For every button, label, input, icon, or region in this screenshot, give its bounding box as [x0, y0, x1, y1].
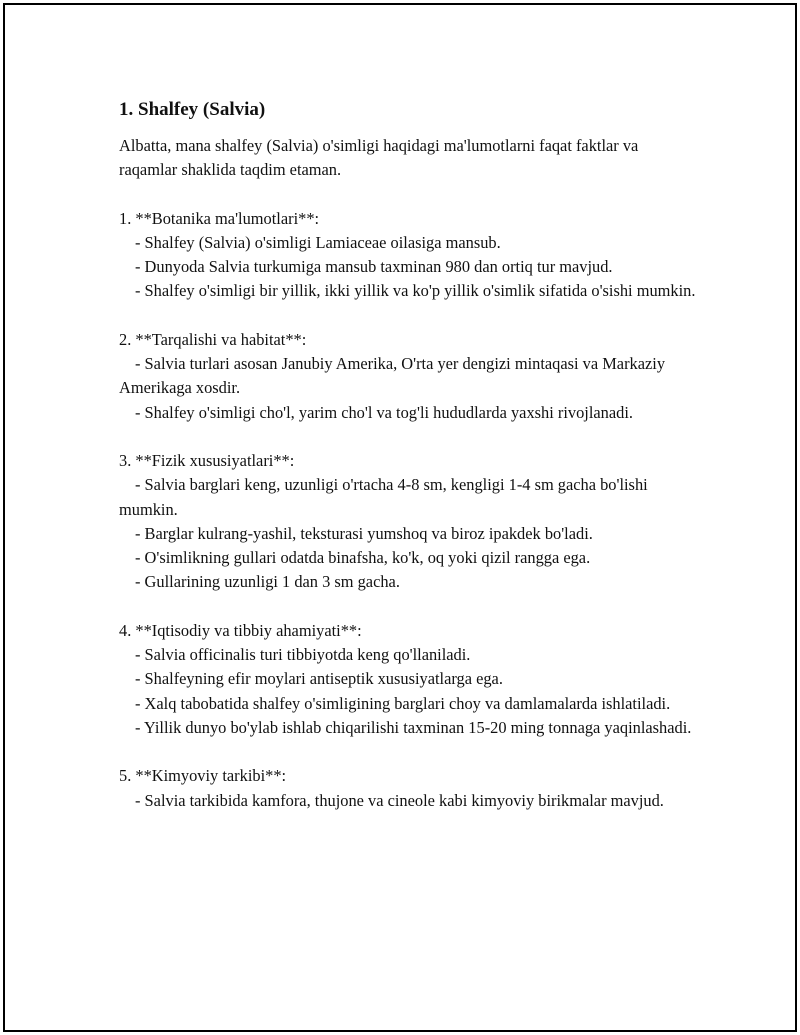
list-item: - Shalfey o'simligi cho'l, yarim cho'l va tog'li hududlarda yaxshi rivojlanadi. [135, 402, 633, 422]
document-page [3, 3, 797, 1032]
list-item: - Barglar kulrang-yashil, teksturasi yumshoq va biroz ipakdek bo'ladi. [135, 523, 593, 543]
list-item: - Salvia barglari keng, uzunligi o'rtacha 4-8 sm, kengligi 1-4 sm gacha bo'lishi mumkin. [119, 475, 648, 519]
section-kimyoviy [119, 764, 699, 813]
list-item: - Salvia officinalis turi tibbiyotda keng qo'llaniladi. [135, 645, 471, 665]
document-title: 1. Shalfey (Salvia) [119, 99, 266, 120]
list-item: - Shalfeyning efir moylari antiseptik xususiyatlarga ega. [135, 669, 503, 689]
list-item: - Dunyoda Salvia turkumiga mansub taxminan 980 dan ortiq tur mavjud. [135, 257, 613, 277]
section-heading: 5. **Kimyoviy tarkibi**: [119, 766, 287, 786]
section-heading: 4. **Iqtisodiy va tibbiy ahamiyati**: [119, 620, 362, 640]
section-heading: 1. **Botanika ma'lumotlari**: [119, 208, 320, 228]
section-heading: 2. **Tarqalishi va habitat**: [119, 329, 307, 349]
list-item: - Salvia tarkibida kamfora, thujone va cineole kabi kimyoviy birikmalar mavjud. [135, 790, 664, 810]
list-item: - Yillik dunyo bo'ylab ishlab chiqarilishi taxminan 15-20 ming tonnaga yaqinlashadi. [135, 717, 692, 737]
list-item: - Xalq tabobatida shalfey o'simligining barglari choy va damlamalarda ishlatiladi. [135, 693, 671, 713]
section-fizik [119, 449, 699, 595]
list-item: - Salvia turlari asosan Janubiy Amerika, O'rta yer dengizi mintaqasi va Markaziy Amerikaga xosdir. [119, 354, 666, 398]
section-botanika [119, 207, 699, 304]
list-item: - Shalfey (Salvia) o'simligi Lamiaceae oilasiga mansub. [135, 232, 501, 252]
section-tarqalishi [119, 328, 699, 425]
intro-paragraph: Albatta, mana shalfey (Salvia) o'simligi haqidagi ma'lumotlarni faqat faktlar va raqamlar shaklida taqdim etaman. [119, 136, 639, 180]
list-item: - Gullarining uzunligi 1 dan 3 sm gacha. [135, 572, 400, 592]
section-heading: 3. **Fizik xususiyatlari**: [119, 450, 295, 470]
section-iqtisodiy [119, 619, 699, 740]
list-item: - O'simlikning gullari odatda binafsha, ko'k, oq yoki qizil rangga ega. [135, 548, 591, 568]
list-item: - Shalfey o'simligi bir yillik, ikki yillik va ko'p yillik o'simlik sifatida o'sishi mumkin. [135, 281, 696, 301]
document-body [119, 98, 699, 813]
